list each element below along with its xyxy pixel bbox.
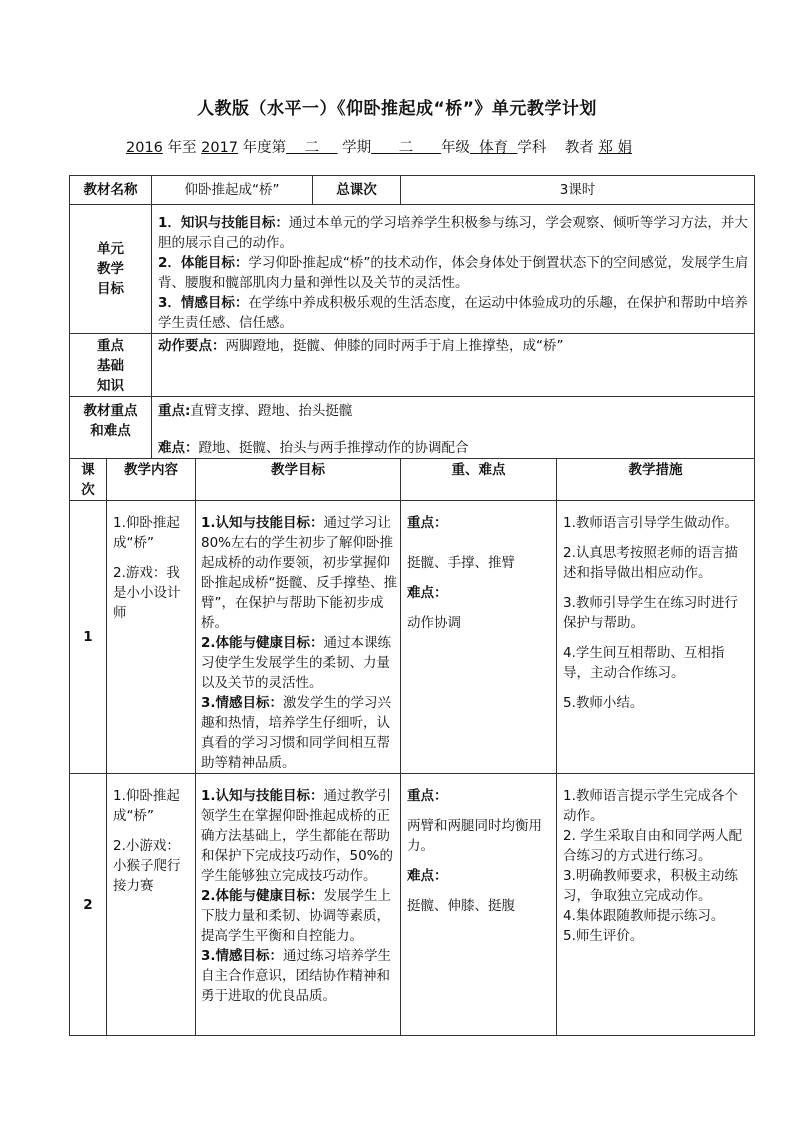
lesson-goal-text: 通过本课练习使学生发展学生的柔韧、力量以及关节的灵活性。 xyxy=(201,635,392,691)
lesson-number: 2 xyxy=(70,774,107,1036)
plan-table xyxy=(69,175,755,1036)
col-measures-header: 教学措施 xyxy=(557,459,755,501)
lesson-content-item: 1.仰卧推起成“桥” xyxy=(113,788,180,824)
key-difficult-row xyxy=(70,397,755,459)
unit-goal-head: 体能目标： xyxy=(180,255,249,271)
unit-goal-text: 学习仰卧推起成“桥”的技术动作，体会身体处于倒置状态下的空间感觉，发展学生肩背、腰腹和髋部肌肉力量和弹性以及关节的灵活性。 xyxy=(158,255,749,291)
material-value: 仰卧推起成“桥” xyxy=(152,176,313,205)
year-end: 2017 xyxy=(201,140,239,156)
lesson-measure-item: 3.教师引导学生在练习时进行保护与帮助。 xyxy=(563,595,738,631)
lesson-row xyxy=(70,501,755,774)
grade-value: 二 xyxy=(398,140,414,156)
lesson-goal-item xyxy=(201,513,397,633)
key-knowledge-label-line: 重点 xyxy=(97,338,124,354)
lesson-content xyxy=(107,774,196,1036)
lesson-number: 1 xyxy=(70,501,107,774)
lesson-diff-text: 动作协调 xyxy=(407,615,461,631)
unit-goal-item xyxy=(158,253,750,293)
lesson-key-head: 重点： xyxy=(407,788,448,804)
semester-field xyxy=(286,140,337,156)
lesson-key-head: 重点： xyxy=(407,515,448,531)
column-header-row xyxy=(70,459,755,501)
lesson-key-text: 两臂和两腿同时均衡用力。 xyxy=(407,818,542,854)
lesson-goal-head: 1.认知与技能目标： xyxy=(201,788,324,804)
key-knowledge-text: 两脚蹬地，挺髋、伸膝的同时两手于肩上推撑垫，成“桥” xyxy=(225,338,564,354)
lesson-goal-item xyxy=(201,693,397,773)
lesson-measure-item: 5.教师小结。 xyxy=(563,695,644,711)
label-grade: 年级 xyxy=(440,140,470,156)
lesson-goal-text: 发展学生上下肢力量和柔韧、协调等素质，提高学生平衡和自控能力。 xyxy=(201,888,392,944)
semester-value: 二 xyxy=(304,140,320,156)
label-subject: 学科 xyxy=(517,140,547,156)
key-knowledge-label-line: 基础 xyxy=(97,358,124,374)
lesson-measure-item: 2.认真思考按照老师的语言描述和指导做出相应动作。 xyxy=(563,545,738,581)
lesson-content-item: 1.仰卧推起成“桥” xyxy=(113,515,180,551)
lesson-measure-item: 4.学生间互相帮助、互相指导，主动合作练习。 xyxy=(563,645,725,681)
lesson-goal-item xyxy=(201,786,397,886)
unit-goal-head: 情感目标： xyxy=(180,295,249,311)
col-goals-header: 教学目标 xyxy=(196,459,401,501)
key-difficult-label xyxy=(70,397,152,459)
key-difficult-label-line: 教材重点 xyxy=(83,403,138,419)
lesson-content-item: 2.游戏：我是小小设计师 xyxy=(113,565,181,621)
lesson-key-text: 挺髋、手撑、推臂 xyxy=(407,555,515,571)
plan-info-line xyxy=(126,136,632,157)
label-teacher: 教者 xyxy=(564,140,594,156)
unit-goals-label xyxy=(70,205,152,334)
label-year-to: 年至 xyxy=(167,140,197,156)
key-knowledge-label xyxy=(70,334,152,397)
col-lesson-header-line: 次 xyxy=(81,482,95,498)
key-knowledge-row xyxy=(70,334,755,397)
lesson-diff-head: 难点： xyxy=(407,868,448,884)
key-point-text: 直臂支撑、蹬地、抬头挺髋 xyxy=(190,403,353,419)
lesson-goal-head: 3.情感目标： xyxy=(201,948,284,964)
lesson-measure-item: 2. 学生采取自由和同学两人配合练习的方式进行练习。 xyxy=(563,828,743,864)
unit-goals-row xyxy=(70,205,755,334)
unit-goal-number: 2． xyxy=(158,255,181,271)
lesson-keypoints xyxy=(401,774,557,1036)
key-knowledge-head: 动作要点： xyxy=(158,338,226,354)
lesson-row xyxy=(70,774,755,1036)
lesson-goal-head: 3.情感目标： xyxy=(201,695,284,711)
grade-field xyxy=(371,140,441,156)
key-difficult-content xyxy=(152,397,755,459)
lesson-measure-item: 5.师生评价。 xyxy=(563,928,644,944)
key-point-line xyxy=(158,401,750,421)
difficult-point-text: 蹬地、挺髋、抬头与两手推撑动作的协调配合 xyxy=(198,440,469,456)
key-point-head: 重点: xyxy=(158,403,191,419)
lesson-goal-item xyxy=(201,886,397,946)
lesson-goal-text: 通过练习培养学生自主合作意识，团结协作精神和勇于进取的优良品质。 xyxy=(201,948,392,1004)
lesson-goal-head: 1.认知与技能目标： xyxy=(201,515,324,531)
unit-goals-label-line: 目标 xyxy=(97,281,124,297)
lesson-goal-head: 2.体能与健康目标： xyxy=(201,635,324,651)
lesson-goal-text: 通过学习让80%左右的学生初步了解仰卧推起成桥的动作要领，初步掌握仰卧推起成桥“挺髋、反手撑垫、推臂”，在保护与帮助下能初步成桥。 xyxy=(201,515,397,631)
unit-goals-content xyxy=(152,205,755,334)
key-knowledge-label-line: 知识 xyxy=(97,378,124,394)
unit-goal-text: 在学练中养成积极乐观的生活态度，在运动中体验成功的乐趣，在保护和帮助中培养学生责任感、信任感。 xyxy=(158,295,748,331)
lesson-measure-item: 1.教师语言引导学生做动作。 xyxy=(563,515,738,531)
total-lessons-value: 3课时 xyxy=(401,176,755,205)
material-label: 教材名称 xyxy=(70,176,152,205)
subject-field xyxy=(470,140,517,156)
lesson-content-item: 2.小游戏：小猴子爬行接力赛 xyxy=(113,838,181,894)
lesson-goals xyxy=(196,501,401,774)
col-lesson-header xyxy=(70,459,107,501)
lesson-measures xyxy=(557,501,755,774)
total-lessons-label: 总课次 xyxy=(313,176,401,205)
difficult-point-line xyxy=(158,438,750,458)
unit-goal-number: 1． xyxy=(158,215,181,231)
lesson-goal-item xyxy=(201,633,397,693)
col-content-header: 教学内容 xyxy=(107,459,196,501)
lesson-measure-item: 1.教师语言提示学生完成各个动作。 xyxy=(563,788,738,824)
difficult-point-head: 难点： xyxy=(158,440,199,456)
col-lesson-header-line: 课 xyxy=(81,462,95,478)
lesson-measure-item: 4.集体跟随教师提示练习。 xyxy=(563,908,725,924)
unit-goal-number: 3． xyxy=(158,295,181,311)
lesson-goal-item xyxy=(201,946,397,1006)
lesson-diff-head: 难点： xyxy=(407,585,448,601)
unit-goal-text: 通过本单元的学习培养学生积极参与练习，学会观察、倾听等学习方法，并大胆的展示自己的动作。 xyxy=(158,215,748,251)
material-row xyxy=(70,176,755,205)
label-year-ordinal: 年度第 xyxy=(242,140,287,156)
page-title: 人教版（水平一）《仰卧推起成“桥”》单元教学计划 xyxy=(197,99,597,119)
subject-value: 体育 xyxy=(479,140,509,156)
label-semester: 学期 xyxy=(342,140,372,156)
lesson-goal-head: 2.体能与健康目标： xyxy=(201,888,324,904)
lesson-goals xyxy=(196,774,401,1036)
unit-goal-head: 知识与技能目标： xyxy=(180,215,289,231)
col-keypoints-header: 重、难点 xyxy=(401,459,557,501)
year-start: 2016 xyxy=(126,140,163,156)
unit-goals-label-line: 教学 xyxy=(97,261,124,277)
unit-goals-label-line: 单元 xyxy=(97,241,124,257)
unit-goal-item xyxy=(158,293,750,333)
lesson-measures xyxy=(557,774,755,1036)
key-difficult-label-line: 和难点 xyxy=(90,423,131,439)
lesson-content xyxy=(107,501,196,774)
lesson-goal-text: 激发学生的学习兴趣和热情，培养学生仔细听，认真看的学习习惯和同学间相互帮助等精神品质。 xyxy=(201,695,392,771)
unit-goal-item xyxy=(158,213,750,253)
teacher-name: 郑 娟 xyxy=(598,140,633,156)
key-knowledge-content xyxy=(152,334,755,397)
lesson-measure-item: 3.明确教师要求，积极主动练习，争取独立完成动作。 xyxy=(563,868,738,904)
lesson-goal-text: 通过教学引领学生在掌握仰卧推起成桥的正确方法基础上，学生都能在帮助和保护下完成技巧动作，50%的学生能够独立完成技巧动作。 xyxy=(201,788,394,884)
lesson-diff-text: 挺髋、伸膝、挺腹 xyxy=(407,898,515,914)
lesson-keypoints xyxy=(401,501,557,774)
